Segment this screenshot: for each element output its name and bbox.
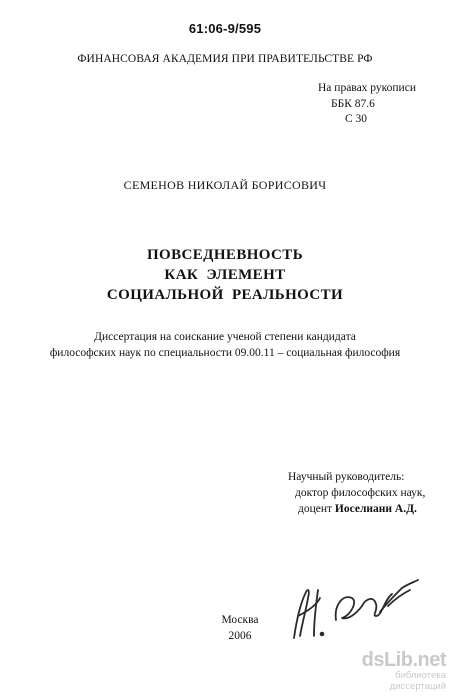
title-line-1: ПОВСЕДНЕВНОСТЬ (146, 247, 304, 263)
site-watermark (346, 649, 446, 695)
supervisor-rank-name (288, 501, 425, 517)
archive-stamp: 61:06-9/595 (188, 21, 262, 36)
description-line-2: философских наук по специальности 09.00.11 – социальная философия (49, 346, 401, 359)
supervisor-block (288, 469, 425, 517)
institution-name: ФИНАНСОВАЯ АКАДЕМИЯ ПРИ ПРАВИТЕЛЬСТВЕ РФ (77, 53, 373, 65)
description-line-1: Диссертация на соискание ученой степени кандидата (94, 331, 356, 343)
dissertation-title (0, 245, 450, 305)
supervisor-role: Научный руководитель: (288, 471, 405, 483)
watermark-subtitle: библиотека диссертаций (389, 670, 446, 692)
supervisor-rank: доцент (298, 503, 333, 515)
year: 2006 (228, 630, 252, 642)
city: Москва (221, 614, 259, 626)
author-mark: С 30 (345, 113, 368, 125)
publication-place-year (205, 612, 275, 644)
bbk-code: ББК 87.6 (331, 97, 375, 110)
rights-line: На правах рукописи (318, 82, 416, 94)
author-signature (284, 576, 424, 646)
supervisor-degree: доктор философских наук, (295, 487, 426, 499)
title-line-2: КАК ЭЛЕМЕНТ (164, 267, 286, 283)
author-name: СЕМЕНОВ НИКОЛАЙ БОРИСОВИЧ (123, 178, 327, 192)
title-line-3: СОЦИАЛЬНОЙ РЕАЛЬНОСТИ (106, 287, 344, 303)
watermark-logo: dsLib.net (361, 649, 446, 671)
manuscript-rights-block (318, 81, 416, 128)
dissertation-description (0, 330, 450, 361)
supervisor-name: Иоселиани А.Д. (334, 503, 417, 515)
